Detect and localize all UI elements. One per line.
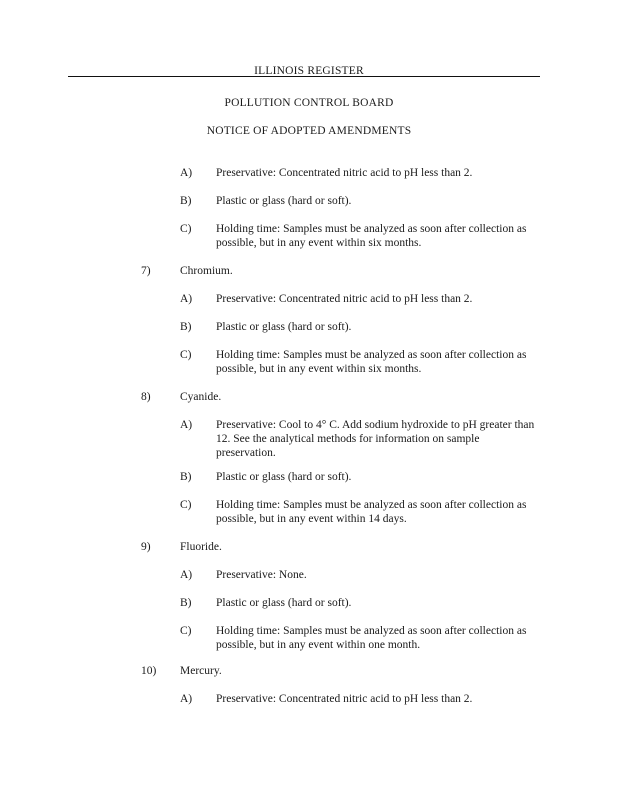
item-letter: C) [180, 223, 192, 235]
item-text: Preservative: Cool to 4° C. Add sodium hydroxide to pH greater than 12. See the analytical methods for information on sample preservation. [216, 419, 535, 459]
register-title: ILLINOIS REGISTER [254, 65, 364, 77]
section-title: Fluoride. [180, 541, 222, 553]
item-letter: A) [180, 167, 193, 179]
item-text: Holding time: Samples must be analyzed as soon after collection as possible, but in any event within 14 days. [216, 499, 527, 525]
item-letter: C) [180, 349, 192, 361]
item-text: Plastic or glass (hard or soft). [216, 195, 352, 207]
item-text: Preservative: None. [216, 569, 307, 581]
item-text: Holding time: Samples must be analyzed as soon after collection as possible, but in any event within six months. [216, 349, 527, 375]
item-letter: A) [180, 693, 193, 705]
section-title: Cyanide. [180, 391, 222, 403]
item-text: Plastic or glass (hard or soft). [216, 597, 352, 609]
board-title: POLLUTION CONTROL BOARD [224, 97, 394, 109]
item-letter: A) [180, 569, 193, 581]
section-title: Chromium. [180, 265, 233, 277]
item-text: Preservative: Concentrated nitric acid to pH less than 2. [216, 693, 473, 705]
section-number: 10) [141, 665, 157, 677]
section-number: 9) [141, 541, 151, 553]
item-letter: B) [180, 597, 192, 609]
item-text: Holding time: Samples must be analyzed as soon after collection as possible, but in any event within one month. [216, 625, 527, 651]
notice-title: NOTICE OF ADOPTED AMENDMENTS [206, 125, 412, 137]
item-letter: C) [180, 499, 192, 511]
item-letter: C) [180, 625, 192, 637]
item-letter: B) [180, 471, 192, 483]
item-text: Preservative: Concentrated nitric acid to pH less than 2. [216, 293, 473, 305]
item-letter: A) [180, 419, 193, 431]
item-letter: A) [180, 293, 193, 305]
section-title: Mercury. [180, 665, 222, 677]
section-number: 8) [141, 391, 151, 403]
section-number: 7) [141, 265, 151, 277]
item-letter: B) [180, 195, 192, 207]
item-text: Plastic or glass (hard or soft). [216, 321, 352, 333]
item-text: Plastic or glass (hard or soft). [216, 471, 352, 483]
item-text: Preservative: Concentrated nitric acid to pH less than 2. [216, 167, 473, 179]
item-letter: B) [180, 321, 192, 333]
item-text: Holding time: Samples must be analyzed as soon after collection as possible, but in any event within six months. [216, 223, 527, 249]
